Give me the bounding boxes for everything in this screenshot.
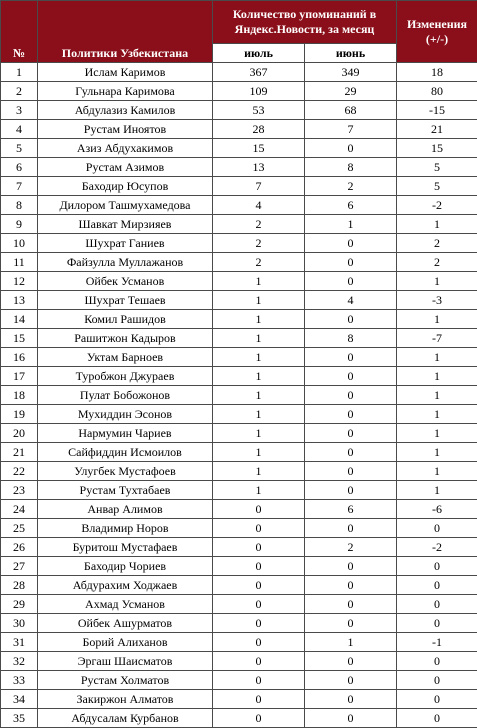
july-mentions-cell: 1 [213,386,305,405]
change-cell: 18 [397,63,477,82]
july-mentions-cell: 4 [213,196,305,215]
june-mentions-cell: 0 [305,367,397,386]
july-mentions-cell: 0 [213,671,305,690]
politician-name-cell: Борий Алиханов [38,633,213,652]
june-mentions-cell: 0 [305,139,397,158]
row-index-cell: 30 [1,614,38,633]
change-cell: 0 [397,595,477,614]
row-index-cell: 27 [1,557,38,576]
table-row [1,234,477,253]
table-row [1,652,477,671]
politician-name-cell: Абдусалам Курбанов [38,709,213,728]
header-index: № [1,1,38,63]
change-cell: 0 [397,671,477,690]
july-mentions-cell: 1 [213,291,305,310]
table-row [1,291,477,310]
politician-name-cell: Ойбек Усманов [38,272,213,291]
table-row [1,272,477,291]
july-mentions-cell: 1 [213,443,305,462]
table-row [1,177,477,196]
row-index-cell: 12 [1,272,38,291]
politician-name-cell: Рустам Иноятов [38,120,213,139]
july-mentions-cell: 15 [213,139,305,158]
politician-name-cell: Комил Рашидов [38,310,213,329]
politician-name-cell: Файзулла Муллажанов [38,253,213,272]
header-mentions: Количество упоминаний в Яндекс.Новости, за месяц [213,1,397,44]
july-mentions-cell: 1 [213,462,305,481]
politician-name-cell: Баходир Юсупов [38,177,213,196]
table-row [1,310,477,329]
table-row [1,576,477,595]
july-mentions-cell: 0 [213,633,305,652]
table-row [1,120,477,139]
table-row [1,500,477,519]
change-cell: 0 [397,614,477,633]
june-mentions-cell: 0 [305,652,397,671]
politician-name-cell: Пулат Бобожонов [38,386,213,405]
table-row [1,101,477,120]
table-row [1,139,477,158]
change-cell: -1 [397,633,477,652]
row-index-cell: 24 [1,500,38,519]
row-index-cell: 10 [1,234,38,253]
table-row [1,443,477,462]
politician-name-cell: Азиз Абдухакимов [38,139,213,158]
june-mentions-cell: 0 [305,690,397,709]
july-mentions-cell: 1 [213,424,305,443]
change-cell: 21 [397,120,477,139]
july-mentions-cell: 0 [213,500,305,519]
row-index-cell: 8 [1,196,38,215]
july-mentions-cell: 1 [213,367,305,386]
june-mentions-cell: 0 [305,614,397,633]
june-mentions-cell: 6 [305,196,397,215]
politician-name-cell: Абдурахим Ходжаев [38,576,213,595]
politician-name-cell: Нармумин Чариев [38,424,213,443]
june-mentions-cell: 0 [305,348,397,367]
july-mentions-cell: 0 [213,709,305,728]
change-cell: -7 [397,329,477,348]
row-index-cell: 23 [1,481,38,500]
june-mentions-cell: 1 [305,215,397,234]
row-index-cell: 2 [1,82,38,101]
july-mentions-cell: 1 [213,272,305,291]
june-mentions-cell: 0 [305,424,397,443]
row-index-cell: 7 [1,177,38,196]
table-body [1,63,477,728]
july-mentions-cell: 2 [213,253,305,272]
row-index-cell: 32 [1,652,38,671]
change-cell: -15 [397,101,477,120]
july-mentions-cell: 53 [213,101,305,120]
june-mentions-cell: 29 [305,82,397,101]
politician-name-cell: Улугбек Мустафоев [38,462,213,481]
change-cell: 5 [397,158,477,177]
row-index-cell: 4 [1,120,38,139]
july-mentions-cell: 0 [213,595,305,614]
row-index-cell: 29 [1,595,38,614]
row-index-cell: 19 [1,405,38,424]
row-index-cell: 21 [1,443,38,462]
politician-name-cell: Сайфиддин Исмоилов [38,443,213,462]
change-cell: 15 [397,139,477,158]
june-mentions-cell: 0 [305,386,397,405]
change-cell: -2 [397,538,477,557]
change-cell: -3 [397,291,477,310]
july-mentions-cell: 0 [213,519,305,538]
june-mentions-cell: 0 [305,557,397,576]
july-mentions-cell: 109 [213,82,305,101]
header-july: июль [213,44,305,63]
row-index-cell: 31 [1,633,38,652]
header-june: июнь [305,44,397,63]
politician-name-cell: Уктам Барноев [38,348,213,367]
table-row [1,671,477,690]
table-row [1,595,477,614]
table-row [1,215,477,234]
july-mentions-cell: 1 [213,348,305,367]
row-index-cell: 15 [1,329,38,348]
july-mentions-cell: 1 [213,405,305,424]
june-mentions-cell: 2 [305,538,397,557]
change-cell: -2 [397,196,477,215]
june-mentions-cell: 0 [305,253,397,272]
july-mentions-cell: 2 [213,215,305,234]
june-mentions-cell: 0 [305,671,397,690]
politician-name-cell: Буритош Мустафаев [38,538,213,557]
row-index-cell: 3 [1,101,38,120]
politician-name-cell: Рашитжон Кадыров [38,329,213,348]
july-mentions-cell: 1 [213,481,305,500]
politician-name-cell: Мухиддин Эсонов [38,405,213,424]
table-row [1,633,477,652]
july-mentions-cell: 0 [213,652,305,671]
row-index-cell: 35 [1,709,38,728]
politician-name-cell: Анвар Алимов [38,500,213,519]
june-mentions-cell: 0 [305,310,397,329]
table-row [1,63,477,82]
row-index-cell: 20 [1,424,38,443]
july-mentions-cell: 0 [213,614,305,633]
change-cell: 1 [397,443,477,462]
table-row [1,557,477,576]
row-index-cell: 9 [1,215,38,234]
change-cell: 1 [397,405,477,424]
politician-name-cell: Дилором Ташмухамедова [38,196,213,215]
july-mentions-cell: 0 [213,538,305,557]
row-index-cell: 6 [1,158,38,177]
july-mentions-cell: 28 [213,120,305,139]
july-mentions-cell: 367 [213,63,305,82]
table-row [1,614,477,633]
change-cell: 0 [397,690,477,709]
change-cell: 1 [397,348,477,367]
table-row [1,481,477,500]
table-row [1,405,477,424]
header-politician: Политики Узбекистана [38,1,213,63]
change-cell: 0 [397,576,477,595]
change-cell: 1 [397,272,477,291]
politician-name-cell: Ойбек Ашурматов [38,614,213,633]
june-mentions-cell: 2 [305,177,397,196]
table-row [1,367,477,386]
politician-name-cell: Шавкат Мирзияев [38,215,213,234]
change-cell: 1 [397,462,477,481]
change-cell: 1 [397,310,477,329]
june-mentions-cell: 0 [305,595,397,614]
row-index-cell: 34 [1,690,38,709]
june-mentions-cell: 349 [305,63,397,82]
table-row [1,709,477,728]
politician-name-cell: Эргаш Шаисматов [38,652,213,671]
july-mentions-cell: 0 [213,690,305,709]
row-index-cell: 16 [1,348,38,367]
politician-name-cell: Ахмад Усманов [38,595,213,614]
table-row [1,424,477,443]
politician-name-cell: Рустам Тухтабаев [38,481,213,500]
july-mentions-cell: 2 [213,234,305,253]
politician-name-cell: Рустам Холматов [38,671,213,690]
table-row [1,690,477,709]
table-row [1,196,477,215]
change-cell: 2 [397,253,477,272]
table-row [1,329,477,348]
header-change: Изменения (+/-) [397,1,477,63]
change-cell: 0 [397,519,477,538]
politician-name-cell: Шухрат Ганиев [38,234,213,253]
politician-name-cell: Баходир Чориев [38,557,213,576]
june-mentions-cell: 0 [305,481,397,500]
june-mentions-cell: 7 [305,120,397,139]
row-index-cell: 25 [1,519,38,538]
politician-name-cell: Владимир Норов [38,519,213,538]
change-cell: 1 [397,215,477,234]
politician-name-cell: Закиржон Алматов [38,690,213,709]
june-mentions-cell: 0 [305,272,397,291]
table-row [1,82,477,101]
july-mentions-cell: 13 [213,158,305,177]
june-mentions-cell: 68 [305,101,397,120]
table-row [1,348,477,367]
table-row [1,158,477,177]
row-index-cell: 17 [1,367,38,386]
change-cell: 0 [397,557,477,576]
june-mentions-cell: 0 [305,405,397,424]
june-mentions-cell: 4 [305,291,397,310]
row-index-cell: 28 [1,576,38,595]
row-index-cell: 22 [1,462,38,481]
change-cell: 5 [397,177,477,196]
row-index-cell: 1 [1,63,38,82]
change-cell: 1 [397,367,477,386]
june-mentions-cell: 6 [305,500,397,519]
politician-name-cell: Абдулазиз Камилов [38,101,213,120]
row-index-cell: 14 [1,310,38,329]
change-cell: -6 [397,500,477,519]
politician-name-cell: Шухрат Тешаев [38,291,213,310]
table-row [1,253,477,272]
june-mentions-cell: 0 [305,576,397,595]
july-mentions-cell: 7 [213,177,305,196]
politician-name-cell: Ислам Каримов [38,63,213,82]
june-mentions-cell: 8 [305,329,397,348]
row-index-cell: 5 [1,139,38,158]
change-cell: 1 [397,386,477,405]
change-cell: 0 [397,652,477,671]
row-index-cell: 13 [1,291,38,310]
table-row [1,462,477,481]
july-mentions-cell: 1 [213,329,305,348]
change-cell: 2 [397,234,477,253]
politician-name-cell: Гульнара Каримова [38,82,213,101]
table-row [1,386,477,405]
table-row [1,538,477,557]
change-cell: 80 [397,82,477,101]
june-mentions-cell: 0 [305,519,397,538]
change-cell: 1 [397,481,477,500]
row-index-cell: 33 [1,671,38,690]
june-mentions-cell: 0 [305,234,397,253]
june-mentions-cell: 0 [305,709,397,728]
change-cell: 0 [397,709,477,728]
row-index-cell: 26 [1,538,38,557]
june-mentions-cell: 1 [305,633,397,652]
july-mentions-cell: 1 [213,310,305,329]
july-mentions-cell: 0 [213,576,305,595]
politician-name-cell: Туробжон Джураев [38,367,213,386]
row-index-cell: 18 [1,386,38,405]
june-mentions-cell: 8 [305,158,397,177]
row-index-cell: 11 [1,253,38,272]
june-mentions-cell: 0 [305,443,397,462]
table-row [1,519,477,538]
june-mentions-cell: 0 [305,462,397,481]
politician-name-cell: Рустам Азимов [38,158,213,177]
july-mentions-cell: 0 [213,557,305,576]
change-cell: 1 [397,424,477,443]
